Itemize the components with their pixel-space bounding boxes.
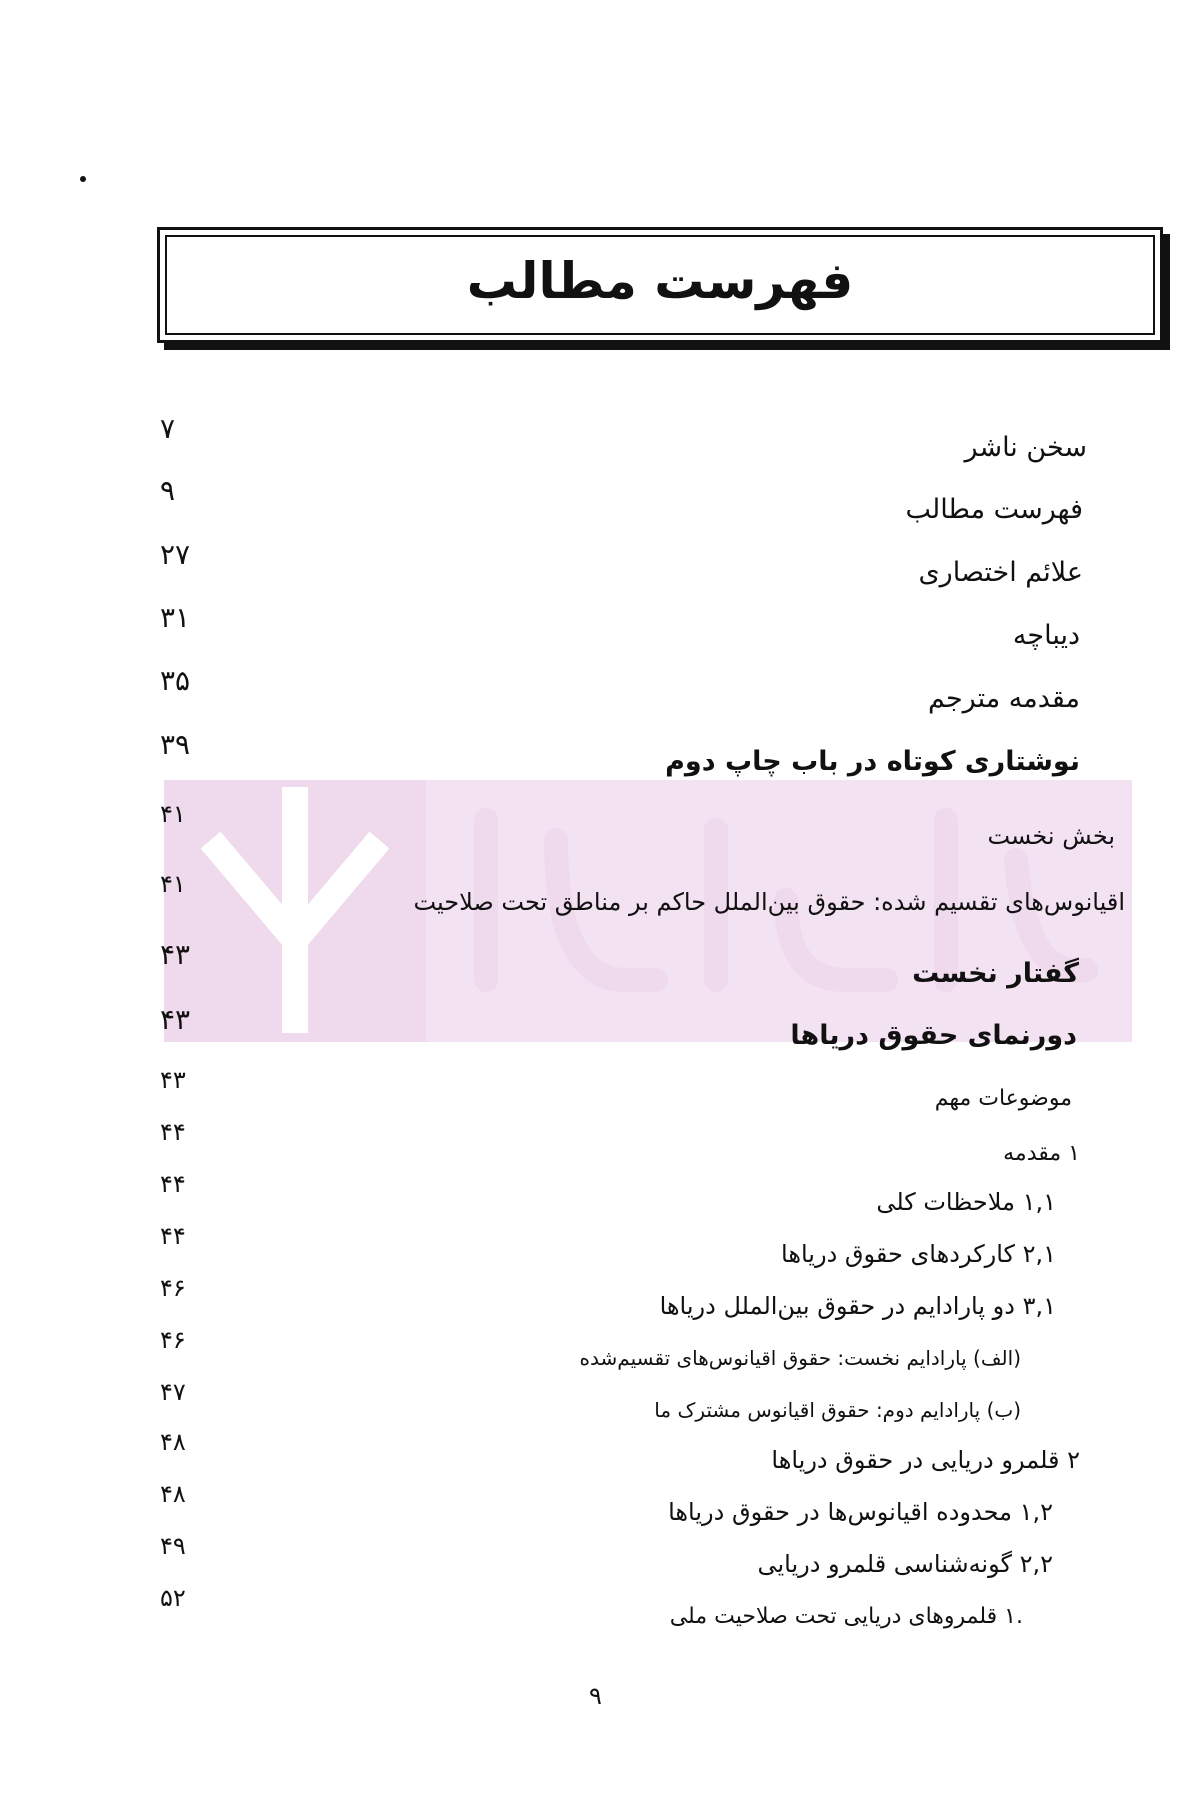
toc-page-translator-intro: ۳۵	[160, 664, 191, 697]
toc-page-key-issues: ۴۳	[160, 1066, 186, 1094]
toc-page-law-of-sea-overview: ۴۳	[160, 1003, 191, 1036]
toc-page-second-edition-note: ۳۹	[160, 728, 191, 761]
toc-page-contents: ۹	[160, 474, 176, 507]
toc-page-general-remarks: ۴۴	[160, 1170, 186, 1198]
toc-page-introduction: ۴۴	[160, 1118, 186, 1146]
toc-page-abbreviations: ۲۷	[160, 538, 191, 571]
toc-entry-maritime-domain: ۲ قلمرو دریایی در حقوق دریاها	[771, 1446, 1080, 1474]
page-number: ۹	[589, 1682, 602, 1710]
toc-entry-general-remarks: ۱,۱ ملاحظات کلی	[876, 1188, 1056, 1216]
toc-entry-divided-oceans: اقیانوس‌های تقسیم شده: حقوق بین‌الملل حاکم بر مناطق تحت صلاحیت	[413, 888, 1125, 916]
title-box	[157, 227, 1163, 343]
toc-entry-chapter-one: گفتار نخست	[912, 958, 1079, 989]
toc-entry-functions: ۲,۱ کارکردهای حقوق دریاها	[781, 1240, 1056, 1268]
toc-entry-key-issues: موضوعات مهم	[934, 1086, 1072, 1111]
toc-entry-abbreviations: علائم اختصاری	[918, 557, 1083, 588]
toc-entry-foreword: دیباچه	[1012, 620, 1080, 651]
toc-page-foreword: ۳۱	[160, 601, 191, 634]
toc-page-chapter-one: ۴۳	[160, 938, 191, 971]
toc-entry-part-one: بخش نخست	[987, 822, 1115, 850]
toc-page-divided-oceans: ۴۱	[160, 870, 186, 898]
toc-entry-typology: ۲,۲ گونه‌شناسی قلمرو دریایی	[757, 1550, 1053, 1578]
toc-page-paradigm-one: ۴۶	[160, 1326, 186, 1354]
toc-page-functions: ۴۴	[160, 1222, 186, 1250]
toc-entry-ocean-scope: ۱,۲ محدوده اقیانوس‌ها در حقوق دریاها	[668, 1498, 1053, 1526]
toc-page-maritime-domain: ۴۸	[160, 1428, 186, 1456]
toc-page-two-paradigms: ۴۶	[160, 1274, 186, 1302]
toc-entry-introduction: ۱ مقدمه	[1003, 1141, 1080, 1166]
toc-page-national-zones: ۵۲	[160, 1584, 186, 1612]
toc-entry-paradigm-two: (ب) پارادایم دوم: حقوق اقیانوس مشترک ما	[654, 1398, 1021, 1422]
toc-page-ocean-scope: ۴۸	[160, 1480, 186, 1508]
toc-entry-law-of-sea-overview: دورنمای حقوق دریاها	[790, 1020, 1077, 1051]
toc-entry-second-edition-note: نوشتاری کوتاه در باب چاپ دوم	[665, 746, 1080, 777]
toc-page-typology: ۴۹	[160, 1532, 186, 1560]
toc-entry-publisher-note: سخن ناشر	[964, 432, 1087, 463]
toc-page-part-one: ۴۱	[160, 800, 186, 828]
toc-page-paradigm-two: ۴۷	[160, 1378, 186, 1406]
toc-entry-translator-intro: مقدمه مترجم	[928, 683, 1080, 714]
stray-dot	[80, 176, 86, 182]
toc-entry-national-zones: .۱ قلمروهای دریایی تحت صلاحیت ملی	[669, 1604, 1023, 1629]
toc-entry-contents: فهرست مطالب	[905, 494, 1083, 525]
page-title: فهرست مطالب	[466, 252, 854, 310]
toc-entry-two-paradigms: ۳,۱ دو پارادایم در حقوق بین‌الملل دریاها	[659, 1292, 1056, 1320]
toc-entry-paradigm-one: (الف) پارادایم نخست: حقوق اقیانوس‌های تقسیم‌شده	[579, 1346, 1021, 1370]
toc-page-publisher-note: ۷	[160, 412, 176, 445]
